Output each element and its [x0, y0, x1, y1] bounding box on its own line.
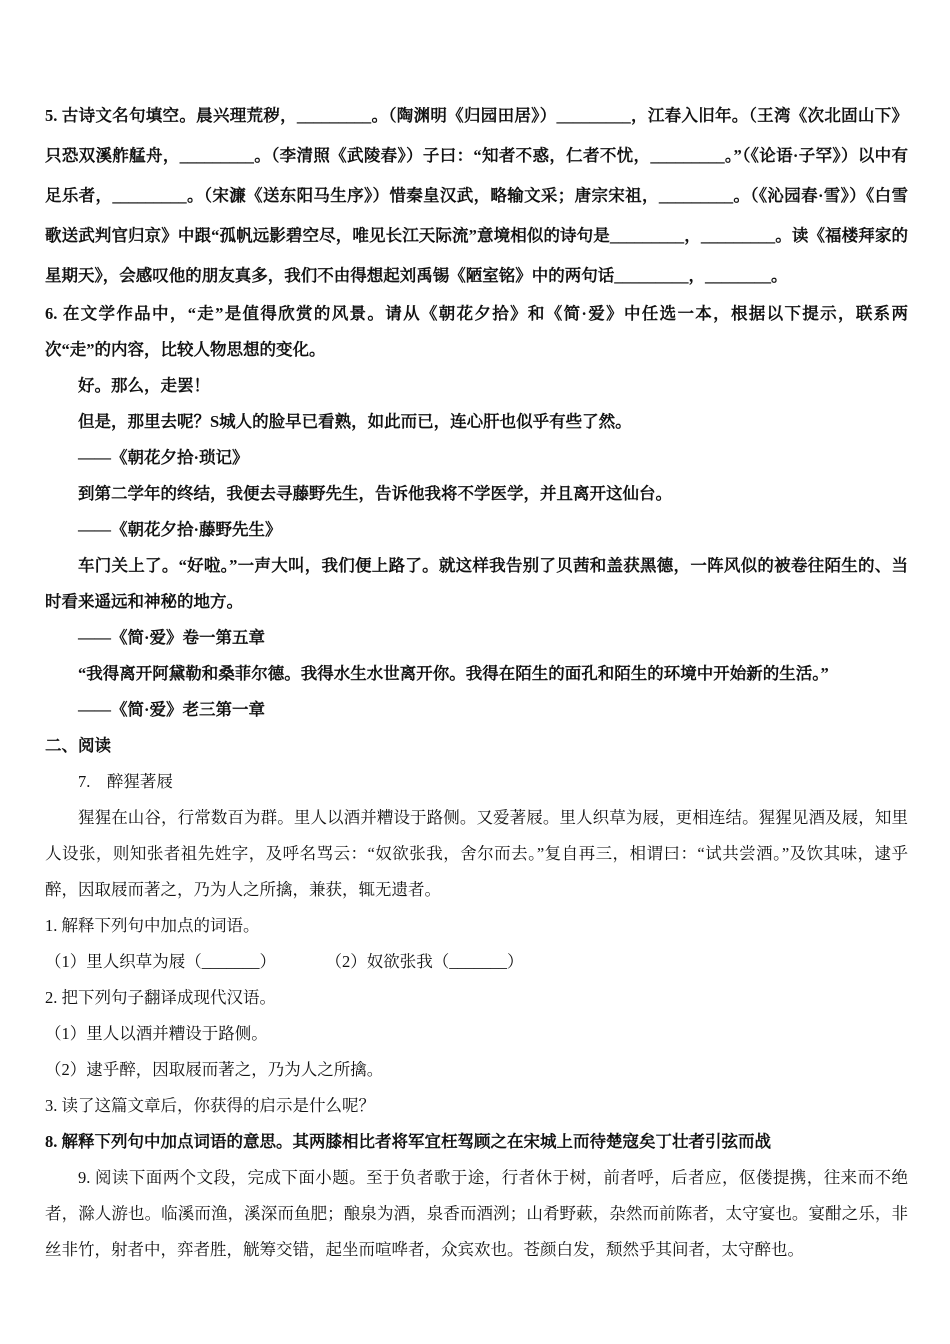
question-7-sub-2-sentence-2: （2）逮乎醉，因取屐而著之，乃为人之所擒。 — [45, 1060, 384, 1079]
question-6-source-2: ——《朝花夕拾·藤野先生》 — [78, 520, 282, 539]
question-5-fill-in-blanks: 5. 古诗文名句填空。晨兴理荒秽，_________。（陶渊明《归园田居》）_________，江春入旧年。（王湾《次北固山下》只恐双溪舴艋舟，_________。（李清照《武陵春》）子曰：“知者不惑，仁者不忧，_________。”（《论语·子罕》）以中有足乐者，_________。（宋濂《送东阳马生序》）惜秦皇汉武，略输文采；唐宗宋祖，_________。（《沁园春·雪》）《白雪歌送武判官归京》中跟“孤帆远影碧空尽，唯见长江天际流”意境相似的诗句是_________，_________。读《福楼拜家的星期天》，会感叹他的朋友真多，我们不由得想起刘禹锡《陋室铭》中的两句话_________，________。 — [45, 106, 909, 285]
question-7-sub-1-blanks: （1）里人织草为屐（_______） （2）奴欲张我（_______） — [45, 952, 524, 971]
question-9-passage: 9. 阅读下面两个文段，完成下面小题。至于负者歌于途，行者休于树，前者呼，后者应，伛偻提携，往来而不绝者，滁人游也。临溪而渔，溪深而鱼肥；酿泉为酒，泉香而酒洌；山肴野蔌，杂然而前陈者，太守宴也。宴酣之乐，非丝非竹，射者中，弈者胜，觥筹交错，起坐而喧哗者，众宾欢也。苍颜白发，颓然乎其间者，太守醉也。 — [45, 1168, 908, 1259]
question-6-source-1: ——《朝花夕拾·琐记》 — [78, 448, 249, 467]
question-6-excerpt-5: “我得离开阿黛勒和桑菲尔德。我得水生水世离开你。我得在陌生的面孔和陌生的环境中开始新的生活。” — [78, 664, 829, 683]
question-6-excerpt-2: 但是，那里去呢？S城人的脸早已看熟，如此而已，连心肝也似乎有些了然。 — [78, 412, 632, 431]
question-7-sub-1: 1. 解释下列句中加点的词语。 — [45, 916, 260, 935]
question-7-sub-2: 2. 把下列句子翻译成现代汉语。 — [45, 988, 276, 1007]
question-6-intro: 6. 在文学作品中，“走”是值得欣赏的风景。请从《朝花夕拾》和《简·爱》中任选一本，根据以下提示，联系两次“走”的内容，比较人物思想的变化。 — [45, 304, 908, 359]
question-7-title: 7. 醉猩著屐 — [78, 772, 173, 791]
question-6-source-3: ——《简·爱》卷一第五章 — [78, 628, 266, 647]
question-6-excerpt-3: 到第二学年的终结，我便去寻藤野先生，告诉他我将不学医学，并且离开这仙台。 — [78, 484, 672, 503]
question-6-excerpt-1: 好。那么，走罢！ — [78, 376, 210, 395]
question-7-passage: 猩猩在山谷，行常数百为群。里人以酒并糟设于路侧。又爱著屐。里人织草为屐，更相连结。猩猩见酒及屐，知里人设张，则知张者祖先姓字，及呼名骂云：“奴欲张我，舍尔而去。”复自再三，相谓曰：“试共尝酒。”及饮其味，逮乎醉，因取屐而著之，乃为人之所擒，兼获，辄无遗者。 — [45, 808, 908, 899]
question-6-excerpt-4: 车门关上了。“好啦。”一声大叫，我们便上路了。就这样我告别了贝茜和盖获黑德，一阵风似的被卷往陌生的、当时看来遥远和神秘的地方。 — [45, 556, 908, 611]
question-7-sub-3: 3. 读了这篇文章后，你获得的启示是什么呢？ — [45, 1096, 375, 1115]
question-8: 8. 解释下列句中加点词语的意思。其两膝相比者将军宜枉驾顾之在宋城上而待楚寇矣丁壮者引弦而战 — [45, 1132, 771, 1151]
question-7-sub-2-sentence-1: （1）里人以酒并糟设于路侧。 — [45, 1024, 268, 1043]
section-2-reading-heading: 二、阅读 — [45, 736, 111, 755]
question-6-source-4: ——《简·爱》老三第一章 — [78, 700, 266, 719]
